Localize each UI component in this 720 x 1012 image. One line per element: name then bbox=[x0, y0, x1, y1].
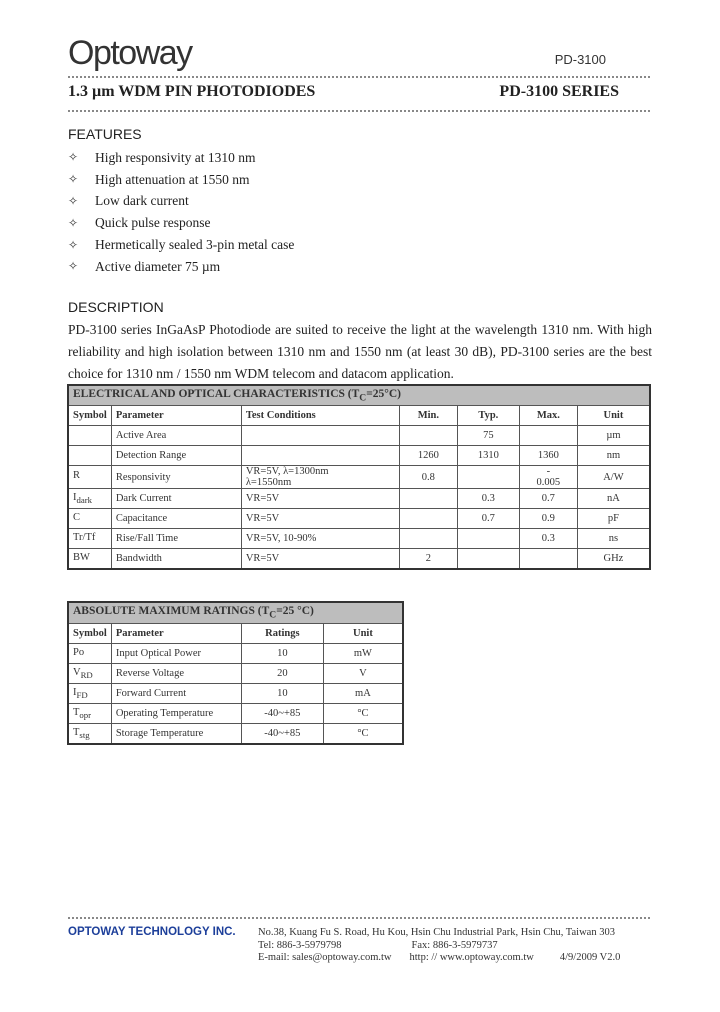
unit-cell: nA bbox=[577, 489, 650, 509]
table-row bbox=[68, 549, 650, 570]
diamond-bullet-icon: ✧ bbox=[68, 150, 79, 165]
symbol-cell: Po bbox=[68, 644, 111, 664]
rating-cell: -40~+85 bbox=[241, 704, 323, 724]
unit-cell: °C bbox=[323, 704, 403, 724]
unit-cell: ns bbox=[577, 529, 650, 549]
symbol-cell: $T_{opr}$ bbox=[68, 704, 111, 724]
conditions-cell bbox=[241, 446, 399, 466]
conditions-cell bbox=[241, 426, 399, 446]
typ-cell: 0.7 bbox=[457, 509, 519, 529]
max-cell bbox=[519, 549, 577, 570]
typ-cell bbox=[457, 529, 519, 549]
diamond-bullet-icon: ✧ bbox=[68, 215, 79, 230]
unit-cell: mW bbox=[323, 644, 403, 664]
email-link[interactable]: E-mail: sales@optoway.com.tw bbox=[258, 952, 392, 963]
typ-cell bbox=[457, 549, 519, 570]
symbol-cell: $I_{FD}$ bbox=[68, 684, 111, 704]
min-cell: 1260 bbox=[399, 446, 457, 466]
max-cell: 0.9 bbox=[519, 509, 577, 529]
min-cell: 0.8 bbox=[399, 466, 457, 489]
part-number: PD-3100 bbox=[554, 52, 606, 67]
parameter-cell: Forward Current bbox=[111, 684, 241, 704]
typ-cell bbox=[457, 466, 519, 489]
unit-cell: nm bbox=[577, 446, 650, 466]
max-cell: - 0.005 bbox=[519, 466, 577, 489]
parameter-cell: Storage Temperature bbox=[111, 724, 241, 745]
table-caption: ELECTRICAL AND OPTICAL CHARACTERISTICS $(T_C=25^\circ C)$ bbox=[68, 385, 650, 406]
phone-line: Tel: 886-3-5979798 Fax: 886-3-5979737 bbox=[258, 940, 498, 951]
typ-cell: 1310 bbox=[457, 446, 519, 466]
max-cell: 0.7 bbox=[519, 489, 577, 509]
table-caption-row bbox=[68, 385, 650, 406]
diamond-bullet-icon: ✧ bbox=[68, 237, 79, 252]
conditions-cell: VR=5V, 10-90% bbox=[241, 529, 399, 549]
revision-date: 4/9/2009 V2.0 bbox=[559, 952, 621, 963]
column-header: Unit bbox=[577, 406, 650, 426]
table-row bbox=[68, 664, 403, 684]
column-header: Ratings bbox=[241, 624, 323, 644]
table-row bbox=[68, 509, 650, 529]
footer-company: OPTOWAY TECHNOLOGY INC. bbox=[68, 926, 236, 938]
features-list bbox=[68, 147, 468, 278]
diamond-bullet-icon: ✧ bbox=[68, 172, 79, 187]
header-divider bbox=[68, 76, 650, 78]
absolute-maximum-ratings-table bbox=[67, 601, 404, 745]
table-row bbox=[68, 489, 650, 509]
diamond-bullet-icon: ✧ bbox=[68, 193, 79, 208]
table-row bbox=[68, 684, 403, 704]
table-row bbox=[68, 644, 403, 664]
symbol-cell: $T_{stg}$ bbox=[68, 724, 111, 745]
symbol-cell: R bbox=[68, 466, 111, 489]
symbol-cell bbox=[68, 426, 111, 446]
unit-cell: µm bbox=[577, 426, 650, 446]
column-header: Parameter bbox=[111, 406, 241, 426]
parameter-cell: Dark Current bbox=[111, 489, 241, 509]
list-item: ✧ Hermetically sealed 3-pin metal case bbox=[68, 237, 295, 253]
min-cell bbox=[399, 426, 457, 446]
document-title: 1.3 µm WDM PIN PHOTODIODES bbox=[68, 83, 316, 100]
list-item: ✧ High attenuation at 1550 nm bbox=[68, 171, 250, 187]
table-row bbox=[68, 426, 650, 446]
column-header: Parameter bbox=[111, 624, 241, 644]
table-row bbox=[68, 724, 403, 745]
description-heading: DESCRIPTION bbox=[68, 299, 164, 315]
min-cell bbox=[399, 489, 457, 509]
table-header-row bbox=[68, 624, 403, 644]
min-cell bbox=[399, 529, 457, 549]
symbol-cell: $V_{RD}$ bbox=[68, 664, 111, 684]
footer-address bbox=[258, 926, 615, 952]
series-title: PD-3100 SERIES bbox=[499, 83, 619, 100]
parameter-cell: Rise/Fall Time bbox=[111, 529, 241, 549]
title-divider bbox=[68, 110, 650, 112]
table-row bbox=[68, 704, 403, 724]
address-line: No.38, Kuang Fu S. Road, Hu Kou, Hsin Chu Industrial Park, Hsin Chu, Taiwan 303 bbox=[258, 927, 615, 938]
column-header: Max. bbox=[519, 406, 577, 426]
rating-cell: -40~+85 bbox=[241, 724, 323, 745]
unit-cell: V bbox=[323, 664, 403, 684]
symbol-cell: BW bbox=[68, 549, 111, 570]
list-item: ✧ Low dark current bbox=[68, 193, 189, 209]
parameter-cell: Active Area bbox=[111, 426, 241, 446]
symbol-cell: $I_{dark}$ bbox=[68, 489, 111, 509]
list-item: ✧ Active diameter 75 µm bbox=[68, 258, 221, 274]
conditions-cell: VR=5V bbox=[241, 549, 399, 570]
list-item: ✧ Quick pulse response bbox=[68, 215, 211, 231]
rating-cell: 10 bbox=[241, 644, 323, 664]
max-cell bbox=[519, 426, 577, 446]
conditions-cell: VR=5V bbox=[241, 509, 399, 529]
parameter-cell: Reverse Voltage bbox=[111, 664, 241, 684]
table-header-row bbox=[68, 406, 650, 426]
table-caption: ABSOLUTE MAXIMUM RATINGS ($T_C=25$ °C) bbox=[68, 602, 403, 624]
unit-cell: °C bbox=[323, 724, 403, 745]
website-link[interactable]: http: // www.optoway.com.tw bbox=[409, 952, 534, 963]
footer-contact bbox=[258, 952, 620, 963]
diamond-bullet-icon: ✧ bbox=[68, 259, 79, 274]
description-text: PD-3100 series InGaAsP Photodiode are suited to receive the light at the wavelength 1310 nm. With high reliability and high isolation between 1310 nm and 1550 nm (at least 30 dB), PD-3100 series are the best choice for 1310 nm / 1550 nm WDM telecom and datacom application. bbox=[68, 322, 652, 381]
conditions-cell: VR=5V bbox=[241, 489, 399, 509]
table-row bbox=[68, 466, 650, 489]
symbol-cell: Tr/Tf bbox=[68, 529, 111, 549]
unit-cell: mA bbox=[323, 684, 403, 704]
unit-cell: pF bbox=[577, 509, 650, 529]
table-row bbox=[68, 446, 650, 466]
min-cell: 2 bbox=[399, 549, 457, 570]
symbol-cell bbox=[68, 446, 111, 466]
electrical-characteristics-table bbox=[67, 384, 651, 570]
table-caption-row bbox=[68, 602, 403, 624]
parameter-cell: Responsivity bbox=[111, 466, 241, 489]
column-header: Min. bbox=[399, 406, 457, 426]
parameter-cell: Capacitance bbox=[111, 509, 241, 529]
max-cell: 1360 bbox=[519, 446, 577, 466]
table-row bbox=[68, 529, 650, 549]
unit-cell: GHz bbox=[577, 549, 650, 570]
column-header: Symbol bbox=[68, 406, 111, 426]
list-item: ✧ High responsivity at 1310 nm bbox=[68, 149, 256, 165]
unit-cell: A/W bbox=[577, 466, 650, 489]
parameter-cell: Input Optical Power bbox=[111, 644, 241, 664]
footer-divider bbox=[68, 917, 650, 919]
features-heading: FEATURES bbox=[68, 126, 142, 142]
min-cell bbox=[399, 509, 457, 529]
conditions-cell: VR=5V, λ=1300nm λ=1550nm bbox=[241, 466, 399, 489]
typ-cell: 75 bbox=[457, 426, 519, 446]
parameter-cell: Bandwidth bbox=[111, 549, 241, 570]
max-cell: 0.3 bbox=[519, 529, 577, 549]
company-logo: Optoway bbox=[68, 34, 192, 72]
symbol-cell: C bbox=[68, 509, 111, 529]
parameter-cell: Operating Temperature bbox=[111, 704, 241, 724]
typ-cell: 0.3 bbox=[457, 489, 519, 509]
column-header: Symbol bbox=[68, 624, 111, 644]
column-header: Test Conditions bbox=[241, 406, 399, 426]
rating-cell: 10 bbox=[241, 684, 323, 704]
rating-cell: 20 bbox=[241, 664, 323, 684]
parameter-cell: Detection Range bbox=[111, 446, 241, 466]
column-header: Unit bbox=[323, 624, 403, 644]
column-header: Typ. bbox=[457, 406, 519, 426]
